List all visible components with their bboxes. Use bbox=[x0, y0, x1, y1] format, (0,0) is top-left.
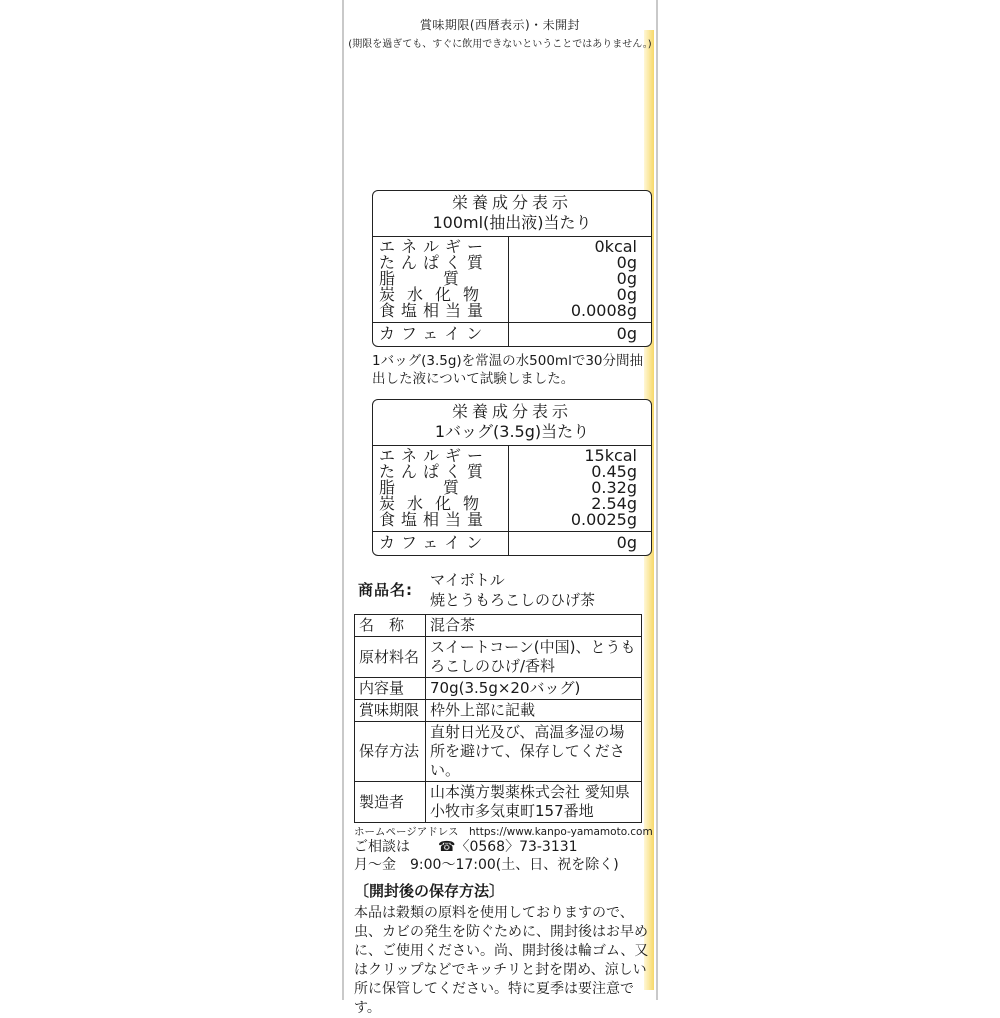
nutrition-basis-2: 1バッグ(3.5g)当たり bbox=[434, 422, 590, 441]
nutrition-header-2 bbox=[373, 400, 651, 446]
nutrition-table-1 bbox=[372, 190, 652, 347]
product-name-label: 商品名: bbox=[358, 581, 413, 599]
caffeine-value-cell bbox=[509, 323, 651, 346]
info-key: 賞味期限 bbox=[355, 700, 426, 722]
nutrition-value: 0.32g bbox=[591, 478, 637, 497]
left-background bbox=[0, 0, 344, 1000]
nutrition-label: 炭水化物 bbox=[379, 285, 492, 304]
nutrition-value: 0g bbox=[616, 269, 637, 288]
table-row bbox=[355, 700, 642, 722]
info-value: スイートコーン(中国)、とうもろこしのひげ/香料 bbox=[426, 637, 642, 678]
contact-hours: 月～金 9:00～17:00(土、日、祝を除く) bbox=[354, 857, 619, 873]
extraction-note: 1バッグ(3.5g)を常温の水500mlで30分間抽出した液について試験しました。 bbox=[372, 353, 644, 387]
nutrition-heading-1: 栄養成分表示 bbox=[451, 193, 572, 212]
nutrition-table-2 bbox=[372, 399, 652, 556]
info-key: 内容量 bbox=[355, 678, 426, 700]
table-row bbox=[355, 678, 642, 700]
caffeine-value: 0g bbox=[616, 324, 637, 343]
caffeine-value-cell bbox=[509, 532, 651, 555]
nutrition-values-1 bbox=[509, 237, 651, 322]
nutrition-value: 2.54g bbox=[591, 494, 637, 513]
caffeine-label-cell bbox=[373, 532, 509, 555]
nutrition-values-2 bbox=[509, 446, 651, 531]
nutrition-label: エネルギー bbox=[379, 237, 490, 256]
caffeine-label-cell bbox=[373, 323, 509, 346]
nutrition-value: 0g bbox=[616, 285, 637, 304]
nutrition-value: 0.45g bbox=[591, 462, 637, 481]
nutrition-value: 0.0025g bbox=[570, 510, 637, 529]
nutrition-value: 15kcal bbox=[584, 446, 637, 465]
nutrition-labels-2 bbox=[373, 446, 509, 531]
product-name bbox=[430, 570, 595, 610]
product-name-line1: マイボトル bbox=[430, 571, 505, 589]
nutrition-rows-1 bbox=[373, 237, 651, 323]
info-key: 保存方法 bbox=[355, 722, 426, 782]
nutrition-header-1 bbox=[373, 191, 651, 237]
nutrition-label: 脂 質 bbox=[379, 269, 460, 288]
info-value: 70g(3.5g×20バッグ) bbox=[426, 678, 642, 700]
table-row bbox=[355, 722, 642, 782]
homepage-address: ホームページアドレス https://www.kanpo-yamamoto.com bbox=[354, 826, 653, 838]
nutrition-label: 食塩相当量 bbox=[379, 510, 490, 529]
nutrition-value: 0kcal bbox=[594, 237, 637, 256]
caffeine-label: カフェイン bbox=[379, 533, 489, 552]
nutrition-rows-2 bbox=[373, 446, 651, 532]
nutrition-label: エネルギー bbox=[379, 446, 490, 465]
info-key: 原材料名 bbox=[355, 637, 426, 678]
right-background bbox=[656, 0, 1000, 1000]
nutrition-label: 炭水化物 bbox=[379, 494, 492, 513]
nutrition-basis-1: 100ml(抽出液)当たり bbox=[432, 213, 592, 232]
info-key: 製造者 bbox=[355, 782, 426, 823]
after-open-body: 本品は穀類の原料を使用しておりますので、虫、カビの発生を防ぐために、開封後はお早めに、ご使用ください。尚、開封後は輪ゴム、又はクリップなどでキッチリと封を閉め、涼しい所に保管してください。特に夏季は要注意です。 bbox=[354, 905, 649, 1016]
info-value: 混合茶 bbox=[426, 615, 642, 637]
nutrition-heading-2: 栄養成分表示 bbox=[451, 402, 572, 421]
nutrition-label: たんぱく質 bbox=[379, 253, 490, 272]
after-open-title: 〔開封後の保存方法〕 bbox=[354, 882, 505, 900]
table-row bbox=[355, 637, 642, 678]
caffeine-value: 0g bbox=[616, 533, 637, 552]
table-row bbox=[355, 782, 642, 823]
contact-info bbox=[354, 838, 619, 874]
product-info-table bbox=[354, 614, 642, 823]
best-before-note: (期限を過ぎても、すぐに飲用できないということではありません。) bbox=[348, 39, 652, 50]
caffeine-label: カフェイン bbox=[379, 324, 489, 343]
info-key: 名 称 bbox=[355, 615, 426, 637]
nutrition-value: 0.0008g bbox=[570, 301, 637, 320]
label-panel bbox=[346, 0, 654, 1016]
caffeine-row-1 bbox=[373, 323, 651, 346]
nutrition-labels-1 bbox=[373, 237, 509, 322]
info-value: 直射日光及び、高温多湿の場所を避けて、保存してください。 bbox=[426, 722, 642, 782]
info-value: 枠外上部に記載 bbox=[426, 700, 642, 722]
nutrition-value: 0g bbox=[616, 253, 637, 272]
table-row bbox=[355, 615, 642, 637]
nutrition-label: たんぱく質 bbox=[379, 462, 490, 481]
info-value: 山本漢方製薬株式会社 愛知県小牧市多気東町157番地 bbox=[426, 782, 642, 823]
contact-phone: ご相談は ☎〈0568〉73-3131 bbox=[354, 839, 578, 855]
nutrition-label: 食塩相当量 bbox=[379, 301, 490, 320]
caffeine-row-2 bbox=[373, 532, 651, 555]
best-before-title: 賞味期限(西暦表示)・未開封 bbox=[419, 18, 581, 32]
product-name-line2: 焼とうもろこしのひげ茶 bbox=[430, 591, 596, 609]
nutrition-label: 脂 質 bbox=[379, 478, 460, 497]
